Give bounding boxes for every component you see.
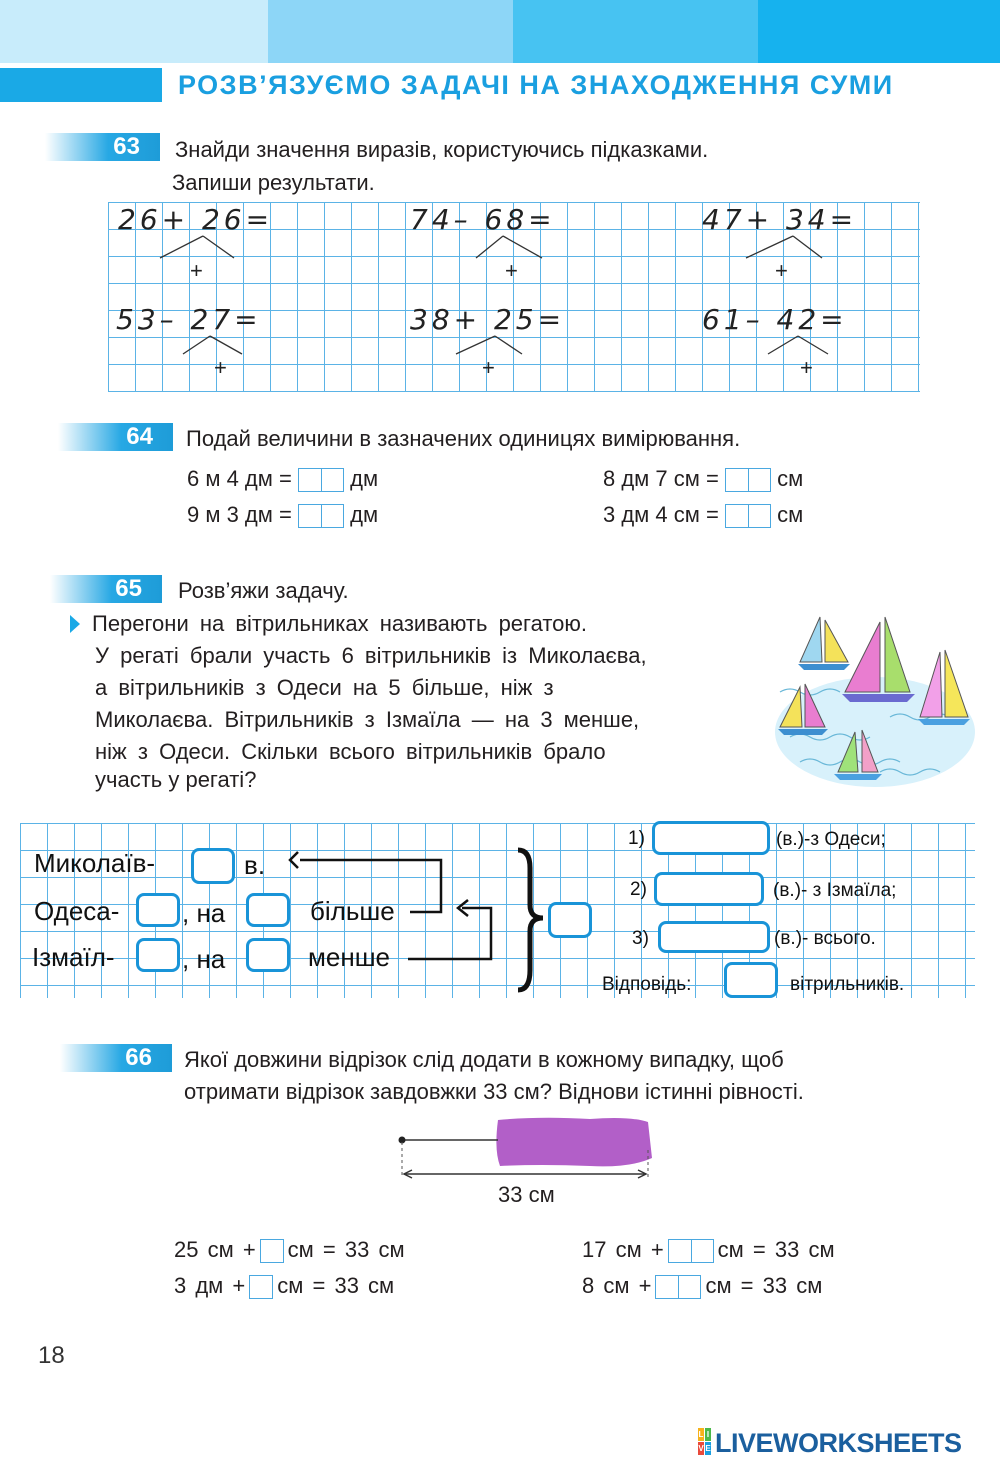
step-text: (в.)-з Одеси; <box>776 829 886 850</box>
conversion-left: 9 м 3 дм = <box>187 502 292 527</box>
hint-plus: + <box>800 355 813 380</box>
step-1-answer-box[interactable] <box>652 821 770 855</box>
equation-left: 8 см + <box>582 1273 652 1298</box>
step-text: (в.)- з Ізмаїла; <box>773 880 897 901</box>
problem-text-line: а вітрильників з Одеси на 5 більше, ніж з <box>95 675 554 700</box>
conversion-left: 3 дм 4 см = <box>603 502 719 527</box>
hint-plus: + <box>190 258 203 283</box>
expression: 47+ 34= <box>702 203 858 236</box>
expression: 26+ 26= <box>118 203 274 236</box>
scheme-izmail-label: Ізмаїл- <box>32 942 115 972</box>
logo-block: V <box>698 1444 704 1453</box>
logo-block: L <box>698 1430 704 1439</box>
hint-plus: + <box>505 258 518 283</box>
hint-plus: + <box>214 355 227 380</box>
problem-text-line: Миколаєва. Вітрильників з Ізмаїла — на 3 менше, <box>95 707 640 732</box>
logo-block: I <box>706 1430 710 1439</box>
equation <box>174 1273 394 1299</box>
task-65-instruction: Розв’яжи задачу. <box>178 578 349 603</box>
scheme-na-label: , на <box>182 898 226 928</box>
problem-text-line: У регаті брали участь 6 вітрильників із Миколаєва, <box>95 643 647 668</box>
scheme-more-label: більше <box>310 896 395 926</box>
task-63-instruction-2: Запиши результати. <box>172 170 375 195</box>
answer-box[interactable] <box>668 1239 714 1263</box>
expression: 38+ 25= <box>410 303 566 336</box>
conversion-unit: см <box>777 466 804 491</box>
step-text: (в.)- всього. <box>774 928 876 949</box>
answer-box[interactable] <box>260 1239 284 1263</box>
hint-plus: + <box>482 355 495 380</box>
task-64-number: 64 <box>58 423 173 451</box>
equation-right: см = 33 см <box>717 1237 835 1262</box>
equation-right: см = 33 см <box>277 1273 395 1298</box>
answer-box[interactable] <box>655 1275 701 1299</box>
logo-blocks <box>698 1428 712 1456</box>
logo-block: E <box>705 1444 711 1453</box>
answer-label: Відповідь: <box>602 974 692 995</box>
equation <box>582 1273 822 1299</box>
equation-right: см = 33 см <box>287 1237 405 1262</box>
page-number: 18 <box>38 1342 65 1369</box>
task-63-instruction: Знайди значення виразів, користуючись підказками. <box>175 137 709 162</box>
scheme-na-label: , на <box>182 944 226 974</box>
problem-text-line: Перегони на вітрильниках називають регатою. <box>92 611 588 636</box>
conversion-left: 8 дм 7 см = <box>603 466 719 491</box>
liveworksheets-logo <box>698 1428 998 1458</box>
step-3-answer-box[interactable] <box>658 921 770 953</box>
scheme-odesa-label: Одеса- <box>34 896 120 926</box>
conversion-unit: дм <box>350 466 379 491</box>
step-2-answer-box[interactable] <box>654 872 764 906</box>
conversion-unit: см <box>777 502 804 527</box>
segment-diagram <box>390 1110 660 1190</box>
task-66-instruction-2: отримати відрізок завдовжки 33 см? Віднови істинні рівності. <box>184 1079 804 1104</box>
problem-text-line: участь у регаті? <box>95 767 257 792</box>
conversion-left: 6 м 4 дм = <box>187 466 292 491</box>
final-answer-box[interactable] <box>724 962 778 998</box>
page-title: РОЗВ’ЯЗУЄМО ЗАДАЧІ НА ЗНАХОДЖЕННЯ СУМИ <box>178 70 894 100</box>
brand-name: LIVEWORKSHEETS <box>715 1428 962 1458</box>
answer-box[interactable] <box>249 1275 273 1299</box>
equation-left: 25 см + <box>174 1237 256 1262</box>
task-63-number: 63 <box>45 133 160 161</box>
step-number: 3) <box>632 928 649 949</box>
expression: 53– 27= <box>116 303 262 336</box>
problem-text-line: ніж з Одеси. Скільки всього вітрильників брало <box>95 739 606 764</box>
scheme-mykolaiv-label: Миколаїв- <box>34 848 156 878</box>
step-number: 2) <box>630 879 647 900</box>
expression: 74– 68= <box>410 203 556 236</box>
brace <box>518 850 543 990</box>
equation <box>582 1237 835 1263</box>
task-64-instruction: Подай величини в зазначених одиницях вимірювання. <box>186 426 741 451</box>
equation-left: 3 дм + <box>174 1273 246 1298</box>
scheme-v-label: в. <box>244 850 266 880</box>
equation-right: см = 33 см <box>705 1273 823 1298</box>
scheme-less-label: менше <box>308 942 391 972</box>
task-66-number: 66 <box>60 1044 172 1072</box>
expression: 61– 42= <box>702 303 848 336</box>
hint-plus: + <box>775 258 788 283</box>
answer-unit: вітрильників. <box>790 974 905 995</box>
equation <box>174 1237 405 1263</box>
segment-length-label: 33 см <box>498 1182 555 1207</box>
task-66-instruction: Якої довжини відрізок слід додати в кожному випадку, щоб <box>184 1047 784 1072</box>
step-number: 1) <box>628 828 645 849</box>
total-answer-box[interactable] <box>548 902 592 938</box>
equation-left: 17 см + <box>582 1237 664 1262</box>
task-65-number: 65 <box>50 575 162 603</box>
conversion-unit: дм <box>350 502 379 527</box>
